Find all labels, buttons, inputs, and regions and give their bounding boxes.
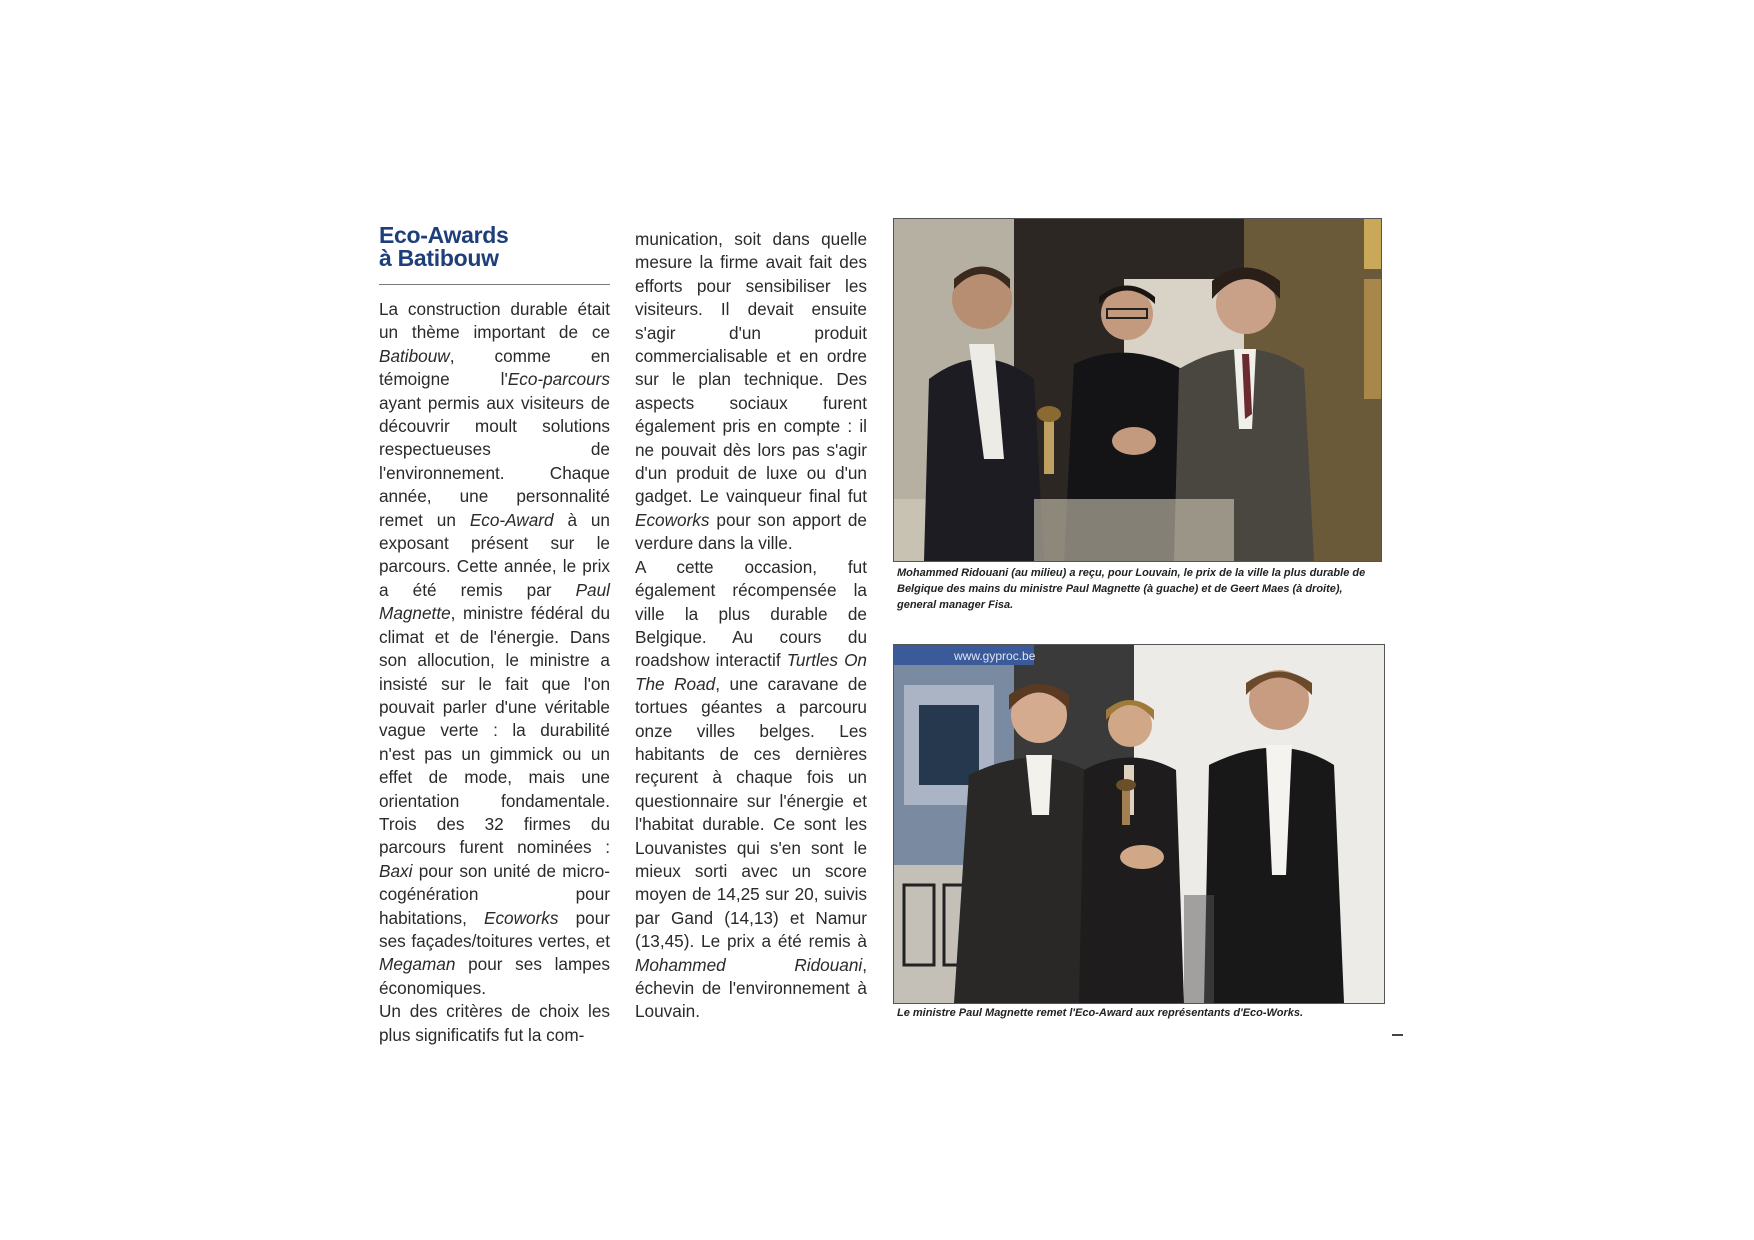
italic-run: Megaman <box>379 954 456 975</box>
italic-run: Paul Magnette <box>379 579 610 624</box>
col2-paragraph-1 <box>635 228 867 556</box>
italic-run: Eco-parcours <box>507 369 610 390</box>
text-run: munication, soit dans quelle mesure la firme avait fait des efforts pour sensibiliser les visiteurs. Il devait ensuite s'agir d'un produit commercialisable et en ordre sur le plan technique. Des aspects sociaux furent également pris en compte : il ne pouvait dès lors pas s'agir d'un produit de luxe ou d'un gadget. Le vainqueur final fut <box>635 229 867 507</box>
italic-run: Turtles On The Road <box>635 650 867 694</box>
title-divider <box>379 284 610 285</box>
article-column-2 <box>635 228 867 1024</box>
col1-paragraph-1 <box>379 298 610 1000</box>
italic-run: Batibouw <box>379 345 450 366</box>
article-title-line1: Eco-Awards <box>379 222 509 248</box>
photo-2-caption: Le ministre Paul Magnette remet l'Eco-Award aux représentants d'Eco-Works. <box>897 1007 1304 1019</box>
italic-run: Ecoworks <box>635 509 710 530</box>
text-run: pour son apport de verdure dans la ville. <box>635 509 867 554</box>
photo-1-illustration <box>894 219 1381 561</box>
photo-2-sign-text: www.gyproc.be <box>954 649 1036 663</box>
article-title <box>379 224 609 270</box>
photo-1-caption: Mohammed Ridouani (au milieu) a reçu, pour Louvain, le prix de la ville la plus durable de Belgique des mains du ministre Paul Magnette (à guache) et de Geert Maes (à droite), general manager Fisa. <box>897 567 1366 611</box>
italic-run: Baxi <box>379 860 413 881</box>
text-run: pour ses lampes économiques. <box>379 954 610 998</box>
page-end-mark <box>1392 1034 1403 1036</box>
italic-run: Ecoworks <box>484 907 559 928</box>
italic-run: Mohammed Ridouani <box>635 954 863 975</box>
text-run: , comme en témoigne l' <box>379 345 610 390</box>
text-run: , échevin de l'environnement à Louvain. <box>635 954 867 1022</box>
text-run: à un exposant présent sur le parcours. Cette année, le prix a été remis par <box>379 509 610 600</box>
text-run: , ministre fédéral du climat et de l'énergie. Dans son allocution, le ministre a insisté sur le fait que l'on pouvait parler d'une véritable vague verte : la durabilité n'est pas un gimmick ou un effet de mode, mais une orientation fondamentale. Trois des 32 firmes du parcours furent nominées : <box>379 603 610 858</box>
text-run: pour son unité de micro-cogénération pour habitations, <box>379 860 610 928</box>
text-run: La construction durable était un thème important de ce <box>379 299 610 343</box>
photo-award-louvain <box>893 218 1382 562</box>
photo-2-illustration <box>894 645 1384 1003</box>
text-run: pour ses façades/toitures vertes, et <box>379 907 610 951</box>
photo-eco-award-ecoworks <box>893 644 1385 1004</box>
italic-run: Eco-Award <box>469 509 554 530</box>
article-title-line2: à Batibouw <box>379 245 499 271</box>
text-run: ayant permis aux visiteurs de découvrir moult solutions respectueuses de l'environnement. Chaque année, une personnalité remet un <box>379 392 610 530</box>
col2-paragraph-2 <box>635 556 867 1024</box>
text-run: , une caravane de tortues géantes a parcouru onze villes belges. Les habitants de ces dernières reçurent à chaque fois un questionnaire sur l'énergie et l'habitat durable. Ce sont les Louvanistes qui s'en sont le mieux sorti avec un score moyen de 14,25 sur 20, suivis par Gand (14,13) et Namur (13,45). Le prix a été remis à <box>635 673 867 952</box>
text-run: A cette occasion, fut également récompensée la ville la plus durable de Belgique. Au cours du roadshow interactif <box>635 556 867 671</box>
article-column-1 <box>379 298 610 1047</box>
col1-paragraph-2: Un des critères de choix les plus significatifs fut la com- <box>379 1001 610 1045</box>
